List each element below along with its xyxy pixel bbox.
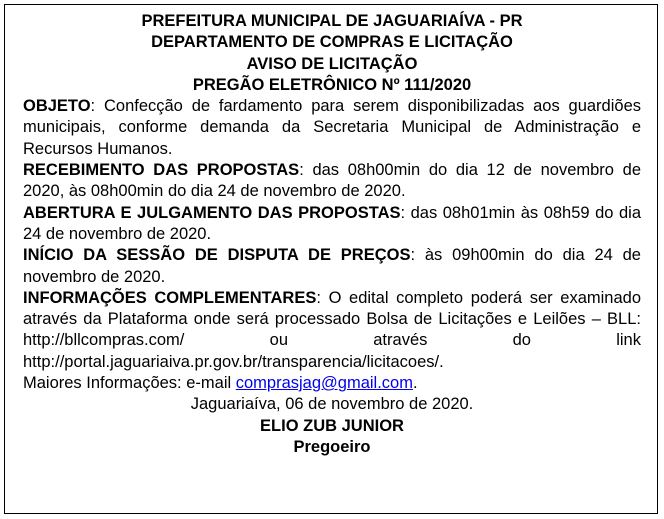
- objeto-text: : Confecção de fardamento para serem disponibilizadas aos guardiões municipais, conforme demanda da Secretaria Municipal de Administração e Recursos Humanos.: [23, 97, 641, 158]
- recebimento-label: RECEBIMENTO DAS PROPOSTAS: [23, 161, 300, 180]
- informacoes-text: : O edital completo poderá ser examinado através da Plataforma onde será processado Bolsa de Licitações e Leilões – BLL: http://bllcompras.com/ ou através do link http://portal.jaguariaiva.pr.gov.br/transparencia/licitacoes/.: [23, 288, 642, 371]
- inicio-label: INÍCIO DA SESSÃO DE DISPUTA DE PREÇOS: [23, 246, 411, 265]
- section-objeto: [23, 96, 641, 160]
- recebimento-text: : das 08h00min do dia 12 de novembro de 2020, às 08h00min do dia 24 de novembro de 2020.: [23, 161, 641, 201]
- abertura-label: ABERTURA E JULGAMENTO DAS PROPOSTAS: [23, 203, 401, 222]
- place-date: Jaguariaíva, 06 de novembro de 2020.: [190, 395, 474, 414]
- section-recebimento: [23, 160, 641, 203]
- contato-suffix: .: [412, 374, 418, 393]
- signatory-role: Pregoeiro: [293, 437, 371, 456]
- header-municipality: PREFEITURA MUNICIPAL DE JAGUARIAÍVA - PR: [141, 12, 523, 30]
- section-abertura: [23, 203, 641, 246]
- header-notice-type: AVISO DE LICITAÇÃO: [246, 54, 418, 73]
- contato-prefix: Maiores Informações: e-mail: [23, 374, 236, 393]
- abertura-text: : das 08h01min às 08h59 do dia 24 de novembro de 2020.: [23, 203, 641, 243]
- signatory-name: ELIO ZUB JUNIOR: [260, 416, 404, 435]
- objeto-label: OBJETO: [23, 97, 91, 116]
- section-contato: [23, 373, 641, 394]
- informacoes-label: INFORMAÇÕES COMPLEMENTARES: [23, 288, 317, 307]
- section-informacoes: [23, 288, 641, 373]
- email-link[interactable]: comprasjag@gmail.com: [235, 374, 413, 393]
- inicio-text: : às 09h00min do dia 24 de novembro de 2020.: [23, 246, 641, 286]
- header-pregao-number: PREGÃO ELETRÔNICO Nº 111/2020: [192, 75, 472, 94]
- section-inicio: [23, 245, 641, 288]
- header-department: DEPARTAMENTO DE COMPRAS E LICITAÇÃO: [151, 33, 513, 52]
- licitacao-notice: [4, 4, 658, 514]
